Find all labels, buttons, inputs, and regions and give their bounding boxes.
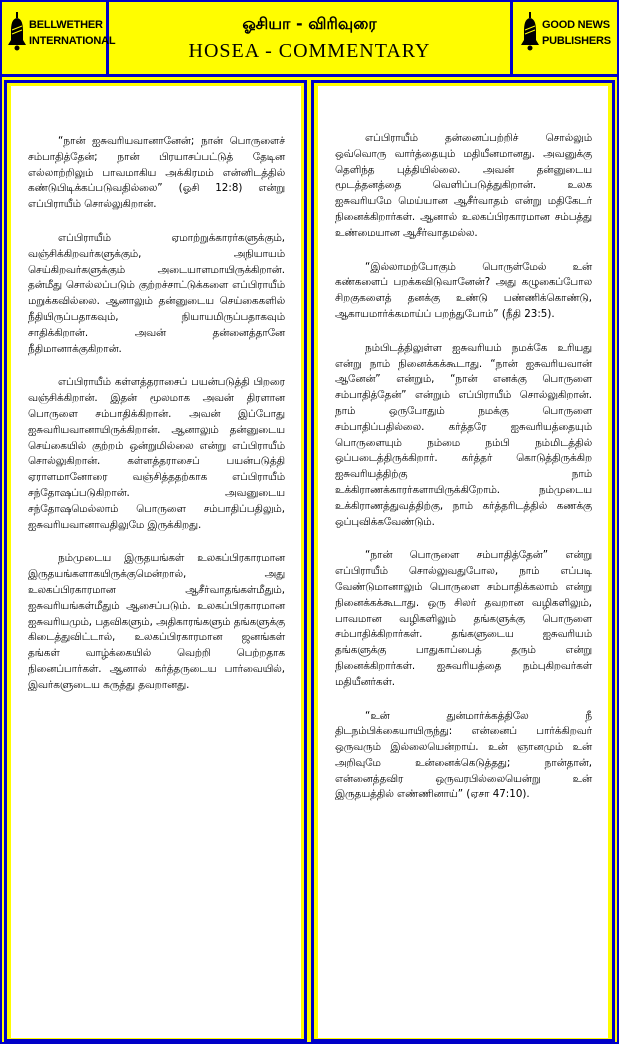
left-logo-box <box>2 2 116 74</box>
paragraph: நம்பிடத்திலுள்ள ஐசுவரியம் நமக்கே உரியது என்று நாம் நினைக்கக்கூடாது. “நான் ஐசுவரியவான் ஆனேன்” என்றும், “நான் எனக்கு பொருளை சம்பாதித்தேன்” என்றும் எப்பிராயீம் சொல்லுகிறான். நாம் ஒருபோதும் நமக்கு பொருளை சம்பாதிப்பதில்லை. கர்த்தரே ஐசுவரியத்தையும் பொருளையும் நம்மை நம்பி நம்மிடத்தில் ஒப்படைத்திருக்கிறார். கர்த்தர் கொடுத்திருக்கிற ஐசுவரியத்திற்கு நாம் உக்கிராணக்காரர்களாயிருக்கிறோம். நம்முடைய உக்கிராணத்துவத்திற்கு, நாம் கர்த்தரிடத்தில் கணக்கு ஒப்புவிக்கவேண்டும். <box>335 341 592 528</box>
right-logo-box <box>513 2 617 74</box>
bell-icon <box>8 12 26 54</box>
paragraph: “நான் ஐசுவரியவானானேன்; நான் பொருளைச் சம்பாதித்தேன்; நான் பிரயாசப்பட்டுத் தேடின எல்லாற்றிலும் பாவமாகிய அக்கிரமம் என்னிடத்தில் கண்டுபிடிக்கப்படுவதில்லை” (ஓசி 12:8) என்று எப்பிராயீம் சொல்லுகிறான். <box>28 135 285 211</box>
bellwether-logo[interactable] <box>8 12 115 54</box>
left-logo-line1: BELLWETHER <box>29 19 103 31</box>
paragraph: எப்பிராயீம் தன்னைப்பற்றிச் சொல்லும் ஒவ்வொரு வார்த்தையும் மதியீனமானது. அவனுக்கு தெளிந்த புத்தியில்லை. அவன் தன்னுடைய மூடத்தனத்தை வெளிப்படுத்துகிறான். உலக ஐசுவரியமே மெய்யான ஆசீர்வாதம் என்று மதிகேடர் நினைக்கிறார்கள். ஆனால் உலகப்பிரகாரமான சம்பத்து உண்மையான ஆசீர்வாதமல்ல. <box>335 132 592 239</box>
right-logo-line1: GOOD NEWS <box>542 19 610 31</box>
paragraph: எப்பிராயீம் ஏமாற்றுக்காரர்களுக்கும், வஞ்சிக்கிறவர்களுக்கும், அநியாயம் செய்கிறவர்களுக்கும் அடையாளமாயிருக்கிறான். தன்மீது சொல்லப்படும் குற்றச்சாட்டுக்களை எப்பிராயீம் மறுக்கவில்லை. ஆனாலும் தன்னுடைய செய்கைகளில் நீதியிருப்பதாகவும், நியாயமிருப்பதாகவும் சாதிக்கிறான். அவன் தன்னைத்தானே நீதிமானாக்குகிறான். <box>28 231 285 355</box>
left-column-text <box>11 86 301 1038</box>
paragraph: “உன் துன்மார்க்கத்திலே நீ திடநம்பிக்கையாயிருந்து: என்னைப் பார்க்கிறவர் ஒருவரும் இல்லையென்றாய். உன் ஞானமும் உன் அறிவுமே உன்னைக்கெடுத்தது; நான்தான், என்னைத்தவிர ஒருவரபில்லையென்று உன் இருதயத்தில் எண்ணினாய்” (ஏசா 47:10). <box>335 709 592 801</box>
paragraph: “இல்லாமற்போகும் பொருள்மேல் உன் கண்களைப் பறக்கவிடுவானேன்? அது கழுகைப்போல சிறகுகளைத் தனக்கு உண்டு பண்ணிக்கொண்டு, ஆகாயமார்க்கமாய்ப் பறந்துபோம்” (நீதி 23:5). <box>335 260 592 320</box>
paragraph: “நான் பொருளை சம்பாதித்தேன்” என்று எப்பிராயீம் சொல்லுவதுபோல, நாம் எப்படி வேண்டுமானாலும் பொருளை சம்பாதிக்கலாம் என்று நினைக்கக்கூடாது. ஒரு சிலர் தவறான வழிகளிலும், பாவமான வழிகளிலும் தங்களுக்கு பொருளை சம்பாதிக்கிறார்கள். தங்களுடைய ஐசுவரியம் தங்களுக்கு பாதுகாப்பைத் தரும் என்று நினைக்கிறார்கள். ஐசுவரியத்தை நம்புகிறவர்கள் மதியீனர்கள். <box>335 549 592 688</box>
title-tamil: ஓசியா - விரிவுரை <box>242 14 377 33</box>
bell-icon <box>521 12 539 54</box>
right-logo-line2: PUBLISHERS <box>542 35 611 47</box>
paragraph: நம்முடைய இருதயங்கள் உலகப்பிரகாரமான இருதயங்களாகயிருக்குமென்றால், அது உலகப்பிரகாரமான ஆசீர்வாதங்கள்மீதும், ஐசுவரியங்கள்மீதும் ஆசைப்படும். உலகப்பிரகாரமான ஐசுவரியமும், பதவிகளும், அதிகாரங்களும் தங்களுக்கு கிடைத்துவிட்டால், உலகப்பிரகாரமான ஜனங்கள் தங்கள் வாழ்க்கையில் வெற்றி பெற்றதாக நினைப்பார்கள். ஆனால் கர்த்தருடைய பார்வையில், இவர்களுடைய கருத்து தவறானது. <box>28 552 286 691</box>
title-box <box>109 2 513 74</box>
header <box>2 2 617 77</box>
title-english: HOSEA - COMMENTARY <box>188 40 431 62</box>
good-news-logo[interactable] <box>521 12 611 54</box>
right-column <box>311 80 615 1042</box>
paragraph: எப்பிராயீம் கள்ளத்தராசைப் பயன்படுத்தி பிறரை வஞ்சிக்கிறான். இதன் மூலமாக அவன் திரளான பொருளை சம்பாதிக்கிறான். அவன் இப்போது ஐசுவரியவானாயிருக்கிறான். ஆனாலும் தன்னுடைய செய்கையில் குற்றம் ஒன்றுமில்லை என்று எப்பிராயீம் சொல்லுகிறான். கள்ளத்தராசைப் பயன்படுத்தி ஏராளமானோரை வஞ்சித்ததற்காக எப்பிராயீம் சந்தோஷப்படுகிறான். அவனுடைய சந்தோஷமெல்லாம் பொருளை சம்பாதிப்பதிலும், ஐசுவரியவானாவதிலுமே இருக்கிறது. <box>28 376 285 531</box>
left-column <box>4 80 307 1042</box>
right-column-text <box>318 86 608 1038</box>
left-logo-line2: INTERNATIONAL <box>29 35 116 47</box>
